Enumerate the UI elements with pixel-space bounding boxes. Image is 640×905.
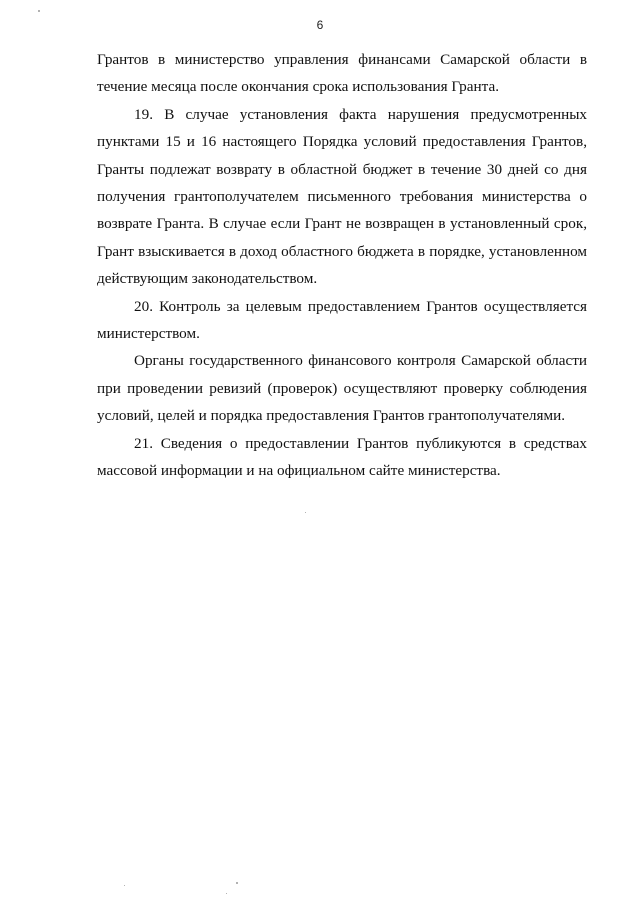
paragraph-19: 19. В случае установления факта нарушения предусмотренных пунктами 15 и 16 настоящего Порядка условий предоставления Грантов, Гранты подлежат возврату в областной бюджет в течение 30 дней со дня получения грантополучателем письменного требования министерства о возврате Гранта. В случае если Грант не возвращен в установленный срок, Грант взыскивается в доход областного бюджета в порядке, установленном действующим законодательством. (97, 105, 587, 288)
page-number: 6 (316, 18, 324, 32)
scan-speck (226, 893, 227, 894)
paragraph-20: 20. Контроль за целевым предоставлением Грантов осуществляется министерством. (97, 297, 587, 343)
document-body (97, 46, 587, 485)
paragraph-continuation: Грантов в министерство управления финансами Самарской области в течение месяца после окончания срока использования Гранта. (97, 51, 587, 96)
scan-speck (124, 885, 125, 886)
scan-speck (236, 882, 238, 884)
paragraph-21: 21. Сведения о предоставлении Грантов публикуются в средствах массовой информации и на официальном сайте министерства. (97, 434, 587, 480)
scan-speck (305, 512, 306, 513)
scan-speck (38, 10, 40, 12)
paragraph-state-control: Органы государственного финансового контроля Самарской области при проведении ревизий (проверок) осуществляют проверку соблюдения условий, целей и порядка предоставления Грантов грантополучателями. (97, 352, 587, 425)
